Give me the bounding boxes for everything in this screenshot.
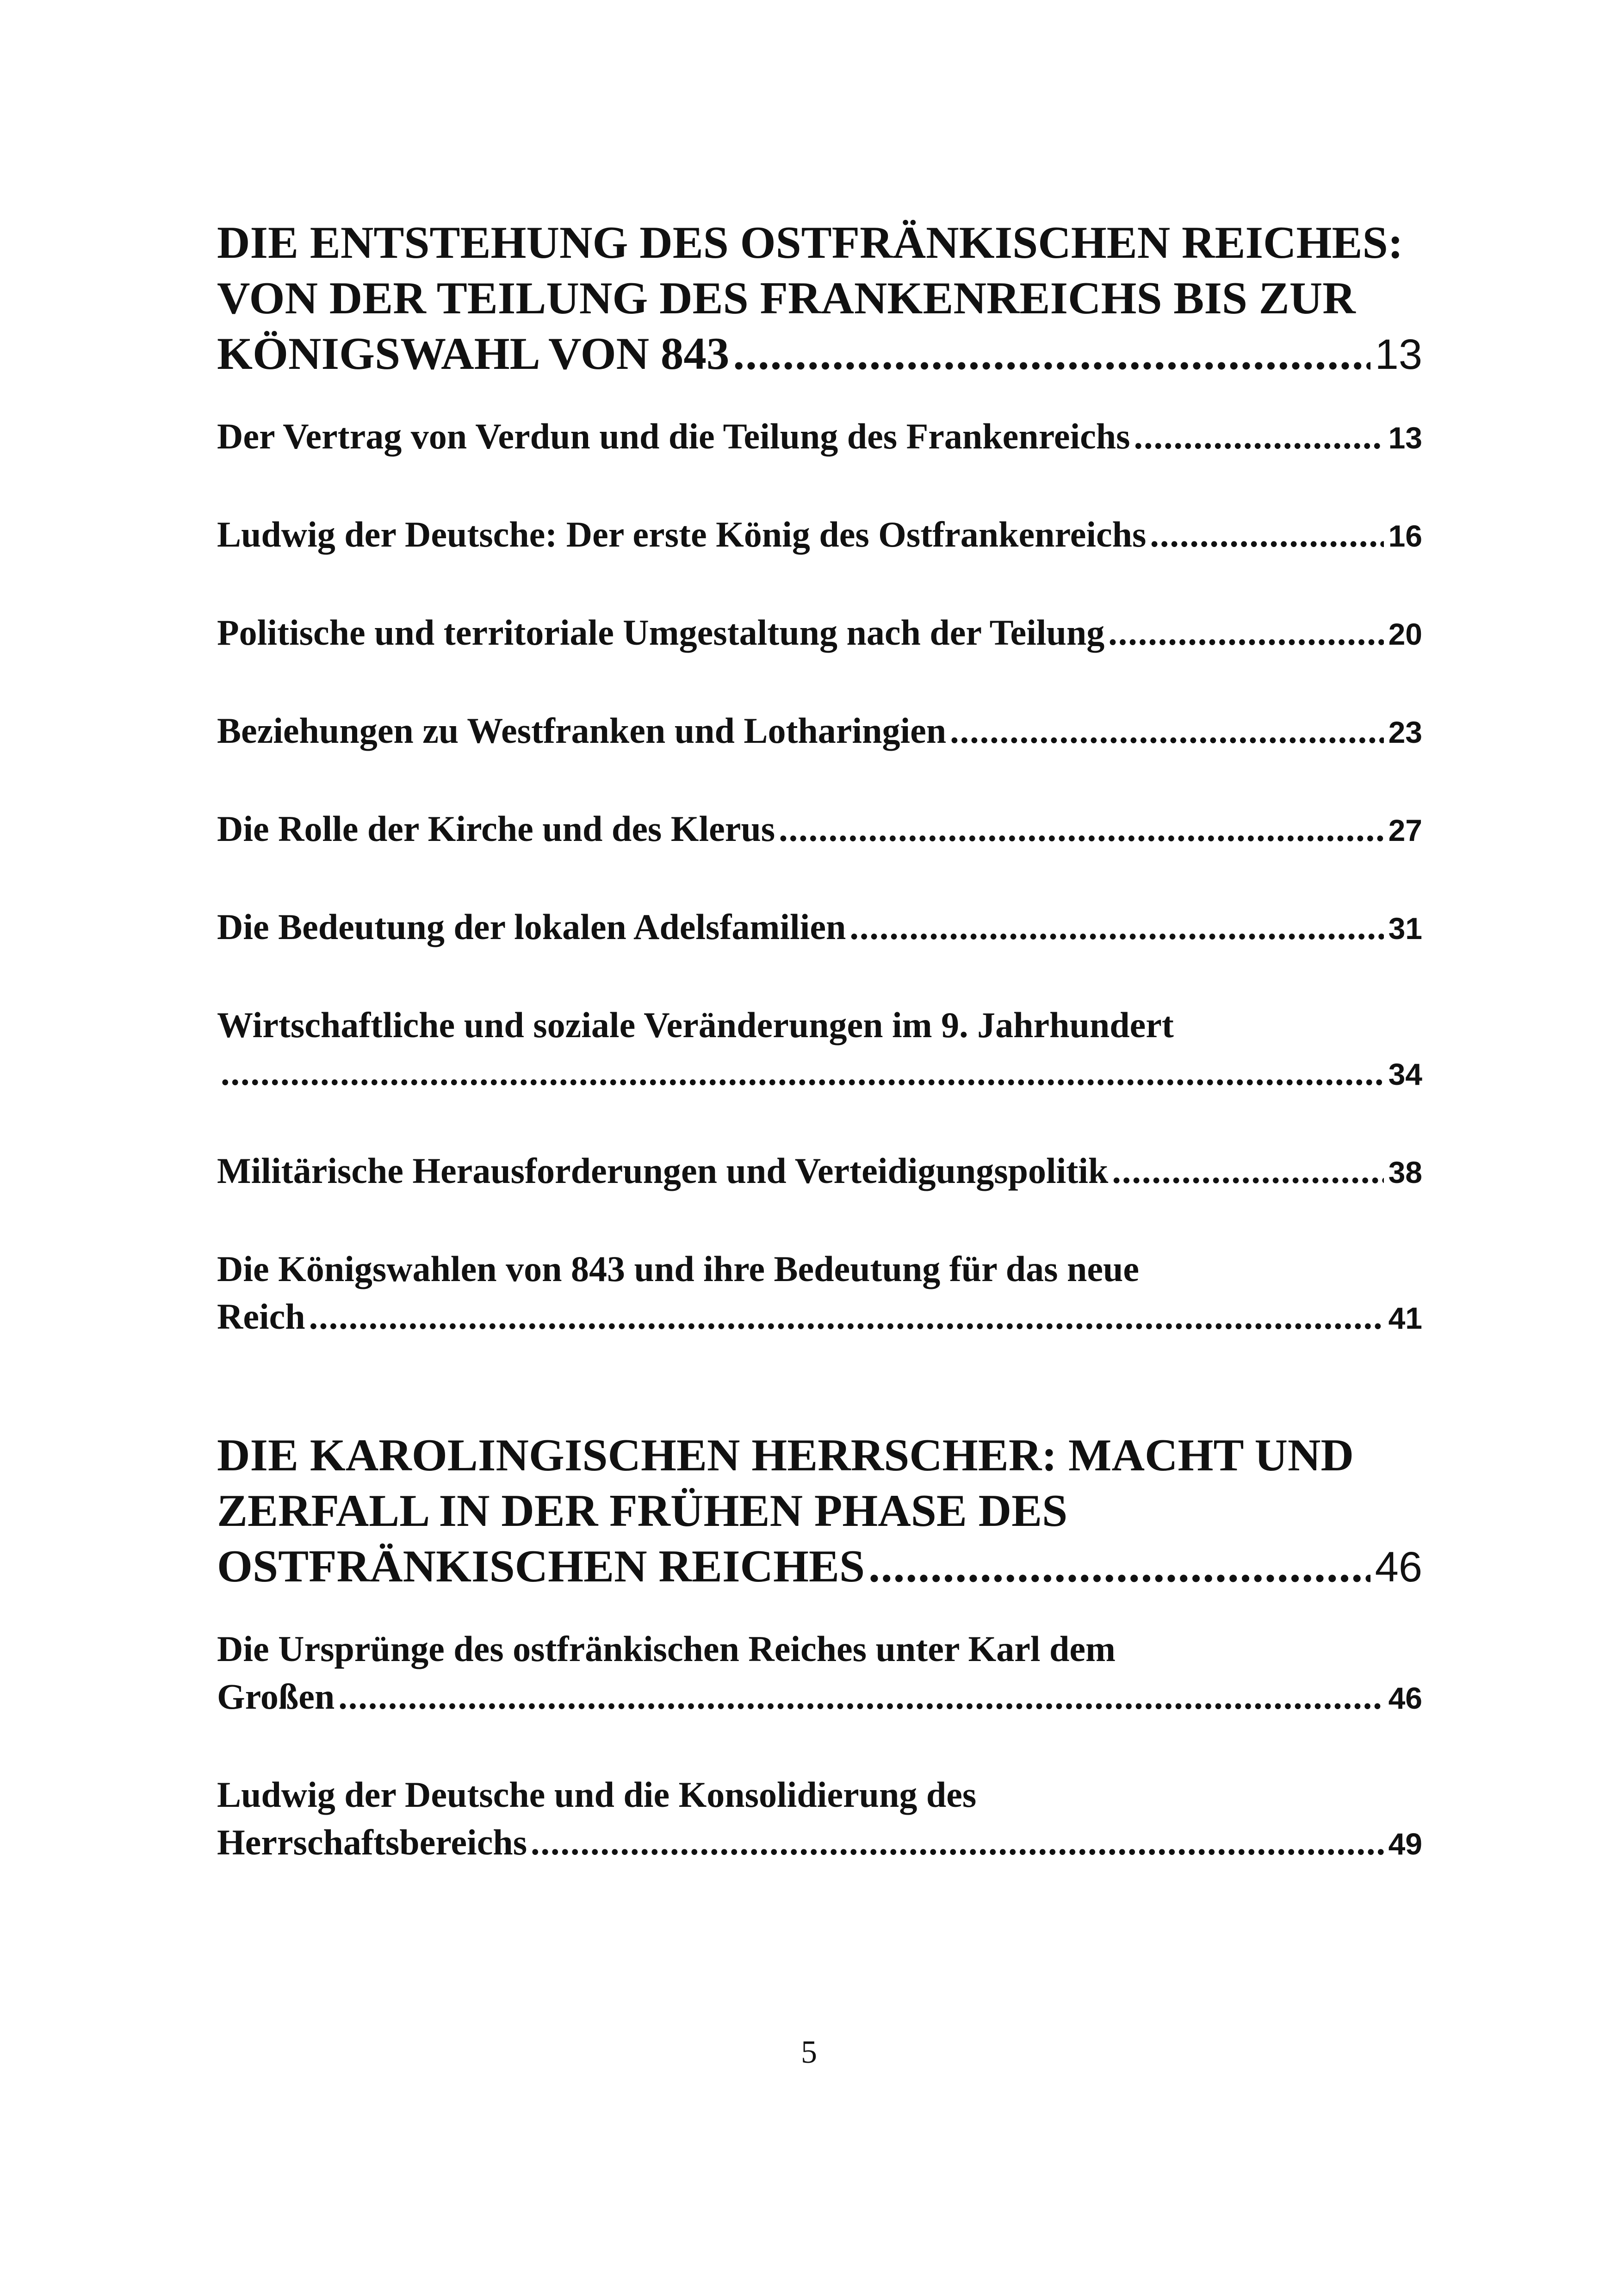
chapter-title-line: DIE ENTSTEHUNG DES OSTFRÄNKISCHEN REICHES: xyxy=(217,218,1403,268)
toc-section-entry[interactable] xyxy=(217,412,1422,462)
section-title: Ludwig der Deutsche und die Konsolidierung des xyxy=(217,1774,977,1815)
section-page-number: 46 xyxy=(1388,1681,1422,1715)
dot-leader xyxy=(733,326,1370,382)
table-of-contents xyxy=(217,215,1422,1868)
dot-leader xyxy=(950,707,1383,754)
section-title: Ludwig der Deutsche: Der erste König des Ostfrankenreichs xyxy=(217,514,1147,554)
toc-section-entry[interactable] xyxy=(217,1771,1422,1868)
section-title: Die Bedeutung der lokalen Adelsfamilien xyxy=(217,907,846,947)
section-title: Politische und territoriale Umgestaltung nach der Teilung xyxy=(217,612,1105,653)
dot-leader xyxy=(1108,609,1383,656)
section-page-number: 31 xyxy=(1388,911,1422,946)
section-page-number: 27 xyxy=(1388,813,1422,847)
dot-leader xyxy=(1112,1147,1383,1195)
chapter-page-number: 46 xyxy=(1375,1543,1422,1591)
chapter-title-line: VON DER TEILUNG DES FRANKENREICHS BIS ZUR xyxy=(217,273,1356,324)
dot-leader xyxy=(1150,510,1383,558)
toc-section-entry[interactable] xyxy=(217,1001,1422,1098)
toc-section-entry[interactable] xyxy=(217,1245,1422,1342)
section-page-number: 41 xyxy=(1388,1301,1422,1335)
toc-section-entry[interactable] xyxy=(217,903,1422,952)
dot-leader xyxy=(1134,412,1384,460)
page-number: 5 xyxy=(801,2035,817,2070)
toc-section-entry[interactable] xyxy=(217,1625,1422,1722)
section-title-continued: Reich xyxy=(217,1296,305,1337)
section-title: Militärische Herausforderungen und Verteidigungspolitik xyxy=(217,1151,1109,1191)
section-page-number: 38 xyxy=(1388,1155,1422,1189)
chapter-title-line: OSTFRÄNKISCHEN REICHES xyxy=(217,1541,865,1592)
section-page-number: 34 xyxy=(1388,1057,1422,1091)
toc-section-entry[interactable] xyxy=(217,510,1422,560)
toc-chapter-entry[interactable] xyxy=(217,215,1422,382)
section-title: Wirtschaftliche und soziale Veränderungen im 9. Jahrhundert xyxy=(217,1005,1174,1045)
toc-section-entry[interactable] xyxy=(217,805,1422,854)
section-title: Die Rolle der Kirche und des Klerus xyxy=(217,809,775,849)
toc-section-entry[interactable] xyxy=(217,707,1422,756)
chapter-title-line: KÖNIGSWAHL VON 843 xyxy=(217,329,730,379)
dot-leader xyxy=(849,903,1383,951)
toc-section-entry[interactable] xyxy=(217,1147,1422,1196)
section-title-continued: Herrschaftsbereichs xyxy=(217,1822,527,1862)
dot-leader xyxy=(868,1539,1370,1594)
section-page-number: 23 xyxy=(1388,715,1422,749)
section-title: Die Königswahlen von 843 und ihre Bedeutung für das neue xyxy=(217,1249,1140,1289)
section-title-continued: Großen xyxy=(217,1676,335,1717)
section-page-number: 16 xyxy=(1388,519,1422,553)
section-title: Der Vertrag von Verdun und die Teilung des Frankenreichs xyxy=(217,416,1130,456)
chapter-page-number: 13 xyxy=(1375,331,1422,378)
dot-leader xyxy=(779,805,1383,852)
section-page-number: 13 xyxy=(1388,421,1422,455)
section-page-number: 20 xyxy=(1388,617,1422,651)
toc-chapter-entry[interactable] xyxy=(217,1428,1422,1595)
chapter-title-line: ZERFALL IN DER FRÜHEN PHASE DES xyxy=(217,1486,1068,1536)
toc-section-entry[interactable] xyxy=(217,609,1422,658)
dot-leader xyxy=(531,1818,1384,1866)
dot-leader xyxy=(338,1673,1383,1720)
section-title: Die Ursprünge des ostfränkischen Reiches unter Karl dem xyxy=(217,1629,1116,1669)
dot-leader xyxy=(309,1293,1384,1340)
dot-leader xyxy=(221,1049,1384,1096)
chapter-title-line: DIE KAROLINGISCHEN HERRSCHER: MACHT UND xyxy=(217,1430,1354,1481)
section-page-number: 49 xyxy=(1388,1827,1422,1861)
section-title: Beziehungen zu Westfranken und Lotharingien xyxy=(217,710,947,751)
